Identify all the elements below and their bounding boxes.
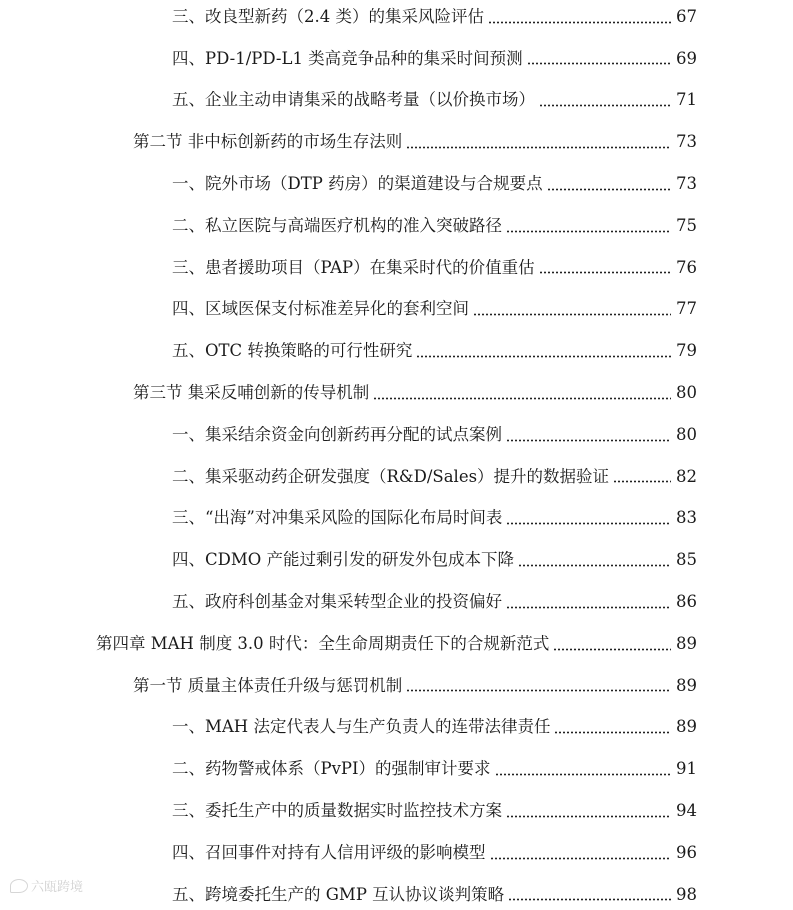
toc-entry-page-number: 73: [676, 132, 697, 152]
toc-entry-title: 三、“出海”对冲集采风险的国际化布局时间表: [172, 508, 503, 528]
toc-entry-page-number: 75: [676, 215, 697, 235]
dot-leader: [527, 62, 671, 65]
toc-entry-page-number: 98: [676, 884, 697, 904]
toc-entry-item[interactable]: [172, 253, 697, 283]
toc-entry-section[interactable]: [133, 378, 697, 408]
toc-entry-title: 一、MAH 法定代表人与生产负责人的连带法律责任: [172, 717, 551, 737]
toc-entry-title: 第一节 质量主体责任升级与惩罚机制: [133, 675, 403, 695]
toc-entry-item[interactable]: [172, 713, 697, 743]
dot-leader: [508, 898, 671, 901]
dot-leader: [506, 439, 671, 442]
toc-entry-page-number: 79: [676, 341, 697, 361]
toc-entry-chapter[interactable]: [96, 629, 697, 659]
toc-entry-page-number: 77: [676, 299, 697, 319]
dot-leader: [613, 480, 671, 483]
toc-entry-page-number: 67: [676, 6, 697, 26]
toc-entry-page-number: 80: [676, 382, 697, 402]
toc-entry-item[interactable]: [172, 211, 697, 241]
toc-entry-page-number: 91: [676, 759, 697, 779]
toc-entry-title: 二、药物警戒体系（PvPI）的强制审计要求: [172, 759, 491, 779]
dot-leader: [506, 522, 671, 525]
watermark: [10, 876, 83, 895]
dot-leader: [554, 731, 671, 734]
toc-entry-section[interactable]: [133, 671, 697, 701]
toc-entry-title: 五、跨境委托生产的 GMP 互认协议谈判策略: [172, 884, 505, 904]
toc-entry-title: 三、患者援助项目（PAP）在集采时代的价值重估: [172, 257, 535, 277]
toc-entry-title: 五、政府科创基金对集采转型企业的投资偏好: [172, 591, 502, 611]
watermark-text: 六瓯跨境: [31, 880, 84, 895]
toc-entry-item[interactable]: [172, 754, 697, 784]
toc-entry-title: 五、企业主动申请集采的战略考量（以价换市场）: [172, 90, 535, 110]
toc-entry-title: 三、改良型新药（2.4 类）的集采风险评估: [172, 6, 484, 26]
toc-entry-title: 四、PD-1/PD-L1 类高竞争品种的集采时间预测: [172, 48, 523, 68]
toc-entry-page-number: 89: [676, 633, 697, 653]
toc-entry-page-number: 73: [676, 173, 697, 193]
toc-entry-page-number: 83: [676, 508, 697, 528]
dot-leader: [553, 648, 671, 651]
dot-leader: [488, 21, 671, 24]
toc-entry-page-number: 89: [676, 675, 697, 695]
toc-entry-section[interactable]: [133, 127, 697, 157]
dot-leader: [416, 355, 671, 358]
toc-entry-title: 二、集采驱动药企研发强度（R&D/Sales）提升的数据验证: [172, 466, 610, 486]
dot-leader: [506, 606, 671, 609]
toc-entry-title: 四、召回事件对持有人信用评级的影响模型: [172, 842, 486, 862]
toc-entry-page-number: 82: [676, 466, 697, 486]
toc-entry-item[interactable]: [172, 169, 697, 199]
toc-entry-title: 一、集采结余资金向创新药再分配的试点案例: [172, 424, 502, 444]
toc-entry-title: 第二节 非中标创新药的市场生存法则: [133, 132, 403, 152]
toc-entry-page-number: 94: [676, 800, 697, 820]
toc-entry-page-number: 96: [676, 842, 697, 862]
toc-entry-title: 第四章 MAH 制度 3.0 时代：全生命周期责任下的合规新范式: [96, 633, 550, 653]
toc-entry-title: 四、CDMO 产能过剩引发的研发外包成本下降: [172, 550, 515, 570]
toc-entry-page-number: 71: [676, 90, 697, 110]
toc-entry-page-number: 86: [676, 591, 697, 611]
toc-entry-page-number: 89: [676, 717, 697, 737]
dot-leader: [495, 773, 671, 776]
toc-entry-item[interactable]: [172, 838, 697, 868]
dot-leader: [539, 104, 671, 107]
dot-leader: [373, 397, 671, 400]
toc-entry-title: 二、私立医院与高端医疗机构的准入突破路径: [172, 215, 502, 235]
toc-entry-item[interactable]: [172, 86, 697, 116]
toc-entry-page-number: 69: [676, 48, 697, 68]
toc-entry-item[interactable]: [172, 420, 697, 450]
dot-leader: [547, 188, 671, 191]
toc-entry-item[interactable]: [172, 2, 697, 32]
dot-leader: [490, 857, 672, 860]
toc-entry-title: 三、委托生产中的质量数据实时监控技术方案: [172, 800, 502, 820]
toc-entry-title: 五、OTC 转换策略的可行性研究: [172, 341, 413, 361]
dot-leader: [506, 230, 671, 233]
dot-leader: [406, 146, 671, 149]
dot-leader: [539, 271, 671, 274]
toc-entry-page-number: 76: [676, 257, 697, 277]
toc-entry-item[interactable]: [172, 336, 697, 366]
toc-entry-item[interactable]: [172, 880, 697, 910]
toc-entry-page-number: 80: [676, 424, 697, 444]
toc-entry-item[interactable]: [172, 796, 697, 826]
dot-leader: [473, 313, 671, 316]
dot-leader: [406, 689, 671, 692]
toc-entry-item[interactable]: [172, 587, 697, 617]
toc-entry-item[interactable]: [172, 295, 697, 325]
dot-leader: [506, 815, 671, 818]
toc-entry-title: 第三节 集采反哺创新的传导机制: [133, 382, 370, 402]
toc-entry-item[interactable]: [172, 545, 697, 575]
watermark-logo-icon: [10, 879, 28, 893]
toc-entry-page-number: 85: [676, 550, 697, 570]
toc-entry-item[interactable]: [172, 44, 697, 74]
dot-leader: [518, 564, 671, 567]
toc-entry-item[interactable]: [172, 462, 697, 492]
toc-entry-title: 一、院外市场（DTP 药房）的渠道建设与合规要点: [172, 173, 543, 193]
toc-entry-item[interactable]: [172, 504, 697, 534]
toc-entry-title: 四、区域医保支付标准差异化的套利空间: [172, 299, 469, 319]
